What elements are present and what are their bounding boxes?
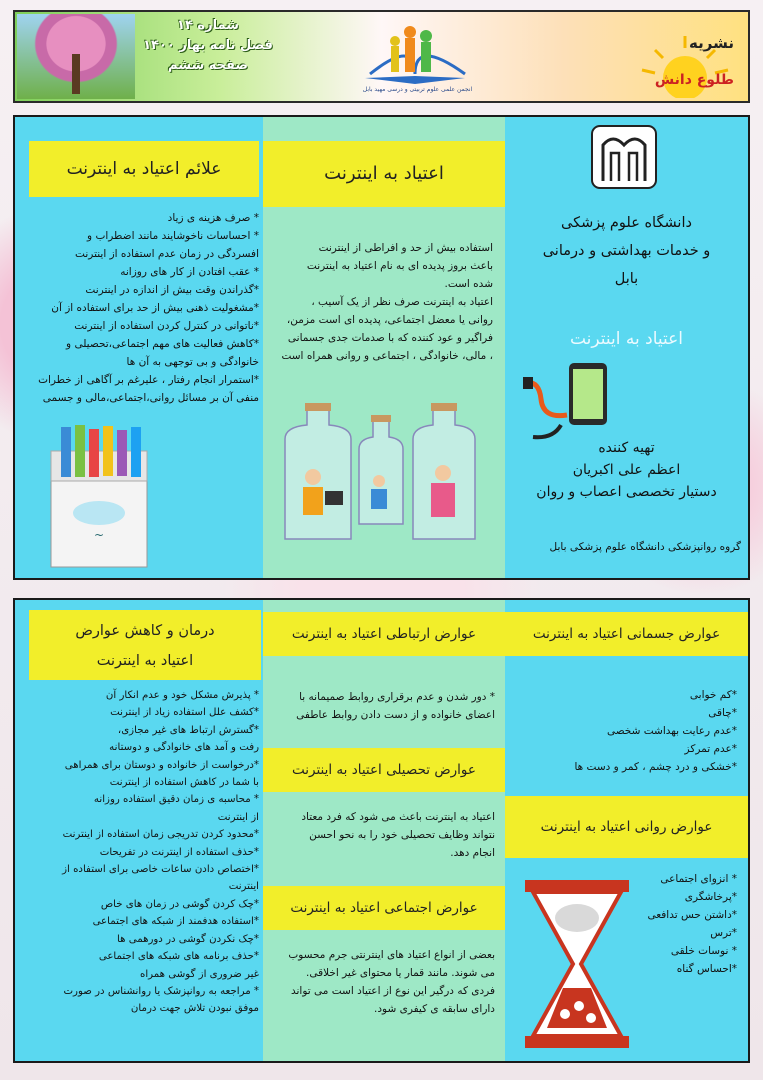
text-line: ، مالی، خانوادگی ، اجتماعی و روانی همراه است xyxy=(281,350,493,362)
list-item: * احساسات ناخوشایند مانند اضطراب و xyxy=(87,230,259,242)
list-item: *حذف استفاده از اینترنت در تفریحات xyxy=(99,846,259,858)
list-item: *گسترش ارتباط های غیر مجازی، xyxy=(117,724,259,736)
university-name xyxy=(505,209,748,293)
text-line: اعتیاد به اینترنت باعث می شود که فرد معتاد xyxy=(301,811,495,823)
mental-title: عوارض روانی اعتیاد به اینترنت xyxy=(505,796,748,858)
author-name: اعظم علی اکبریان xyxy=(572,462,681,478)
issue-season: فصل نامه بهار ۱۴۰۰ xyxy=(143,38,273,53)
text-line: بعضی از انواع اعتیاد های اینترنتی جرم محسوب xyxy=(288,949,495,961)
intro-body xyxy=(273,239,493,365)
smartphone-cable-icon xyxy=(523,359,615,443)
text-line: روانی یا معضل اجتماعی، پدیده ای است مزمن، xyxy=(286,314,493,326)
brand-title: طلوع دانش xyxy=(654,72,734,88)
list-item: افسردگی در زمان عدم استفاده از اینترنت xyxy=(75,248,259,260)
physical-mental-column xyxy=(505,600,748,1061)
academic-title: عوارض تحصیلی اعتیاد به اینترنت xyxy=(263,748,505,792)
text-line: انجام دهد. xyxy=(450,847,495,859)
issue-number: شماره ۱۴ xyxy=(177,18,239,33)
text-line: باعث بروز پدیده ای به نام اعتیاد به اینترنت xyxy=(306,260,493,272)
nashrie-label: نشریه xyxy=(689,34,734,52)
prepared-by-label: تهیه کننده xyxy=(598,440,655,456)
text-line: * دور شدن و عدم برقراری روابط صمیمانه با xyxy=(299,691,495,703)
list-item: *عدم تمرکز xyxy=(684,743,737,755)
text-line: شده است. xyxy=(444,278,493,290)
cigarette-pack-illustration xyxy=(43,421,155,571)
list-item: موفق نبودن تلاش جهت درمان xyxy=(130,1003,259,1015)
relational-body xyxy=(273,688,495,724)
list-item: * انزوای اجتماعی xyxy=(660,873,737,885)
academic-body xyxy=(273,808,495,862)
header-banner xyxy=(13,10,750,103)
list-item: از اینترنت xyxy=(217,811,259,823)
list-item: * پذیرش مشکل خود و عدم انکار آن xyxy=(105,690,259,701)
intro-title: اعتیاد به اینترنت xyxy=(263,141,505,207)
treatment-title-line2: اعتیاد به اینترنت xyxy=(96,653,194,669)
list-item: *چک نکردن گوشی در دورهمی ها xyxy=(116,933,259,945)
list-item: *محدود کردن تدریجی زمان استفاده از اینترنت xyxy=(62,829,259,841)
text-line: اعتیاد به اینترنت صرف نظر از یک آسیب ، xyxy=(311,296,493,308)
issue-page: صفحه ششم xyxy=(168,58,248,73)
author-block xyxy=(505,437,748,503)
symptoms-title: علائم اعتیاد به اینترنت xyxy=(29,141,259,197)
issue-info xyxy=(143,16,273,76)
list-item: *استمرار انجام رفتار ، علیرغم بر آگاهی از خطرات xyxy=(38,374,259,386)
list-item: با شما در کاهش استفاده از اینترنت xyxy=(109,777,259,789)
list-item: * محاسبه ی زمان دقیق استفاده روزانه xyxy=(93,794,259,806)
list-item: *درخواست از خانواده و دوستان برای همراهی xyxy=(64,759,259,771)
list-item: *مشغولیت ذهنی بیش از حد برای استفاده از آن xyxy=(51,302,259,314)
subject-title: اعتیاد به اینترنت xyxy=(569,329,684,349)
list-item: * نوسات خلقی xyxy=(670,945,737,957)
list-item: *استفاده هدفمند از شبکه های اجتماعی xyxy=(92,916,259,928)
list-item: *کشف علل استفاده زیاد از اینترنت xyxy=(110,707,259,719)
list-item: رفت و آمد های خانوادگی و دوستانه xyxy=(109,742,259,754)
symptoms-list xyxy=(23,209,259,407)
text-line: و خدمات بهداشتی و درمانی xyxy=(542,243,711,259)
list-item: *اختصاص دادن ساعات خاصی برای استفاده از xyxy=(62,864,259,876)
text-line: استفاده بیش از حد و افراطی از اینترنت xyxy=(318,242,493,254)
list-item: * مراجعه به روانپزشک یا روانشناس در صورت xyxy=(63,985,259,997)
logo-caption: انجمن علمی علوم تربیتی و درسی مهید بابل xyxy=(362,86,473,93)
relational-title: عوارض ارتباطی اعتیاد به اینترنت xyxy=(263,612,505,656)
list-item: * صرف هزینه ی زیاد xyxy=(167,212,259,224)
list-item: غیر ضروری از گوشی همراه xyxy=(139,968,259,980)
list-item: *احساس گناه xyxy=(676,963,737,975)
top-panel xyxy=(13,115,750,580)
university-emblem-icon xyxy=(591,125,657,189)
list-item: *گذراندن وقت بیش از اندازه در اینترنت xyxy=(85,284,259,296)
list-item: اینترنت xyxy=(228,881,259,893)
text-line: دانشگاه علوم پزشکی xyxy=(561,215,692,231)
list-item: *خشکی و درد چشم ، کمر و دست ها xyxy=(574,761,737,773)
list-item: *حذف برنامه های شبکه های اجتماعی xyxy=(98,951,259,963)
text-line: اعضای خانواده و از دست دادن روابط عاطفی xyxy=(296,709,495,721)
treatment-title xyxy=(29,610,261,680)
physical-list xyxy=(515,686,737,776)
list-item: *عدم رعایت بهداشت شخصی xyxy=(606,725,737,737)
list-item: خانوادگی و بی توجهی به آن ها xyxy=(126,356,259,368)
text-line: دارای سابقه ی کیفری شود. xyxy=(374,1003,495,1015)
list-item: منفی آن بر مسائل روانی،اجتماعی،مالی و جسمی xyxy=(42,392,259,404)
social-title: عوارض اجتماعی اعتیاد به اینترنت xyxy=(263,886,505,930)
treatment-column xyxy=(15,600,263,1061)
intro-column xyxy=(263,117,505,578)
list-item: *کاهش فعالیت های مهم اجتماعی،تحصیلی و xyxy=(66,338,259,350)
hourglass-illustration xyxy=(523,878,631,1050)
list-item: *چاقی xyxy=(708,707,737,719)
list-item: *چک کردن گوشی در زمان های خاص xyxy=(100,898,259,910)
credits-column xyxy=(505,117,748,578)
text-line: نتواند وظایف تحصیلی خود را به نحو احسن xyxy=(309,829,495,841)
text-line: می شوند. مانند قمار یا محتوای غیر اخلاقی. xyxy=(305,967,495,979)
list-item: *ترس xyxy=(710,927,737,939)
effects-column xyxy=(263,600,505,1061)
list-item: *پرخاشگری xyxy=(684,891,737,903)
text-line: فراگیر و عود کننده که با صدمات جدی جسمانی xyxy=(287,332,493,344)
physical-title: عوارض جسمانی اعتیاد به اینترنت xyxy=(505,612,748,656)
treatment-list xyxy=(21,687,259,1018)
social-body xyxy=(273,946,495,1018)
list-item: *کم خوابی xyxy=(689,689,737,701)
svg-text:~: ~ xyxy=(93,528,105,542)
bottom-panel xyxy=(13,598,750,1063)
author-title: دستیار تخصصی اعصاب و روان xyxy=(536,484,717,500)
symptoms-column xyxy=(15,117,263,578)
blossom-tree-image xyxy=(17,14,135,99)
people-in-jars-illustration xyxy=(273,399,495,549)
text-line: بابل xyxy=(614,271,639,287)
list-item: * عقب افتادن از کار های روزانه xyxy=(120,266,259,278)
list-item: *داشتن حس تدافعی xyxy=(647,909,737,921)
treatment-title-line1: درمان و کاهش عوارض xyxy=(75,623,215,639)
text-line: فردی که درگیر این نوع از اعتیاد است می تواند xyxy=(290,985,495,997)
group-credit: گروه روانپزشکی دانشگاه علوم پزشکی بابل xyxy=(549,541,741,553)
list-item: *ناتوانی در کنترل کردن استفاده از اینترنت xyxy=(74,320,259,332)
